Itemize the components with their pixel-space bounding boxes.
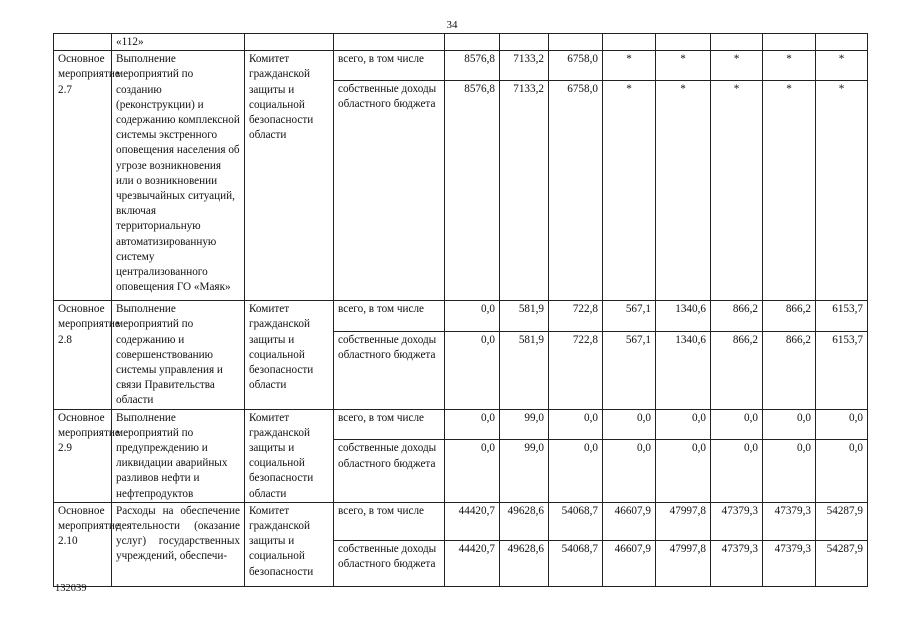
funding-value: 8576,8 [445,81,500,301]
funding-value: 54287,9 [816,540,868,586]
funding-value: 567,1 [603,301,656,332]
funding-value: 49628,6 [500,540,549,586]
funding-value: 47379,3 [763,540,816,586]
funding-value: 44420,7 [445,502,500,540]
table-row [54,502,868,540]
funding-value: 49628,6 [500,502,549,540]
funding-value: * [711,51,763,81]
funding-value: 54287,9 [816,502,868,540]
funding-value: 47379,3 [711,540,763,586]
activity-description: Выполнение мероприятий по содержанию и совершенствованию системы управления и связи Правительства области [112,301,245,409]
activity-executor: Комитет гражданской защиты и социальной безопасности [245,502,334,586]
funding-source: собственные доходы областного бюджета [334,332,445,409]
funding-value: 866,2 [763,332,816,409]
page-number: 34 [446,19,458,31]
funding-source: всего, в том числе [334,409,445,440]
funding-value: 0,0 [763,440,816,503]
footer-code: 132039 [55,583,87,594]
funding-source: всего, в том числе [334,301,445,332]
funding-value: 0,0 [549,409,603,440]
funding-value: 6758,0 [549,51,603,81]
funding-value: * [763,51,816,81]
funding-value: 99,0 [500,409,549,440]
activity-description: Выполнение мероприятий по созданию (реконструкции) и содержанию комплексной системы экстренного оповещения населения об угрозе возникновения или о возникновении чрезвычайных ситуаций, включая территориальную автоматизированную систему централизованного оповещения ГО «Маяк» [112,51,245,301]
funding-value: 47379,3 [763,502,816,540]
funding-value: 0,0 [816,409,868,440]
funding-value: * [763,81,816,301]
funding-value: 722,8 [549,301,603,332]
funding-value: 0,0 [656,440,711,503]
funding-value: 7133,2 [500,51,549,81]
activity-executor: Комитет гражданской защиты и социальной безопасности области [245,301,334,409]
continuation-row [54,34,868,51]
funding-value: * [816,51,868,81]
funding-value: * [711,81,763,301]
funding-value: 0,0 [711,440,763,503]
funding-value: 0,0 [445,301,500,332]
activity-name: Основное мероприятие 2.10 [54,502,112,586]
funding-value: 1340,6 [656,301,711,332]
funding-value: 722,8 [549,332,603,409]
funding-value: 46607,9 [603,540,656,586]
activity-name: Основное мероприятие 2.8 [54,301,112,409]
funding-value: 0,0 [445,440,500,503]
funding-value: 6758,0 [549,81,603,301]
funding-value: 0,0 [603,440,656,503]
funding-value: 0,0 [549,440,603,503]
funding-value: 47379,3 [711,502,763,540]
funding-value: 99,0 [500,440,549,503]
funding-value: * [816,81,868,301]
funding-value: 54068,7 [549,540,603,586]
funding-source: всего, в том числе [334,51,445,81]
funding-value: 581,9 [500,301,549,332]
table-row [54,51,868,81]
funding-source: всего, в том числе [334,502,445,540]
table-row [54,301,868,332]
funding-value: 0,0 [656,409,711,440]
funding-source: собственные доходы областного бюджета [334,540,445,586]
table-row [54,409,868,440]
funding-value: 0,0 [711,409,763,440]
activity-executor: Комитет гражданской защиты и социальной безопасности области [245,409,334,502]
funding-value: * [656,51,711,81]
funding-value: 6153,7 [816,301,868,332]
funding-value: * [603,51,656,81]
funding-source: собственные доходы областного бюджета [334,81,445,301]
financing-table [53,33,868,587]
continuation-text: «112» [112,34,245,51]
funding-value: 8576,8 [445,51,500,81]
funding-value: 0,0 [816,440,868,503]
activity-description: Выполнение мероприятий по предупреждению и ликвидации аварийных разливов нефти и нефтепродуктов [112,409,245,502]
activity-name: Основное мероприятие 2.9 [54,409,112,502]
funding-value: 7133,2 [500,81,549,301]
funding-value: 0,0 [763,409,816,440]
funding-value: * [603,81,656,301]
activity-name: Основное мероприятие 2.7 [54,51,112,301]
funding-value: 1340,6 [656,332,711,409]
funding-value: 0,0 [445,409,500,440]
funding-value: 866,2 [711,301,763,332]
funding-value: 866,2 [711,332,763,409]
funding-value: 47997,8 [656,502,711,540]
funding-value: 0,0 [603,409,656,440]
funding-value: * [656,81,711,301]
funding-value: 47997,8 [656,540,711,586]
funding-source: собственные доходы областного бюджета [334,440,445,503]
funding-value: 581,9 [500,332,549,409]
funding-value: 0,0 [445,332,500,409]
funding-value: 567,1 [603,332,656,409]
activity-description: Расходы на обеспечение деятельности (оказание услуг) государственных учреждений, обеспечи- [112,502,245,586]
activity-executor: Комитет гражданской защиты и социальной безопасности области [245,51,334,301]
funding-value: 54068,7 [549,502,603,540]
funding-value: 866,2 [763,301,816,332]
funding-value: 46607,9 [603,502,656,540]
funding-value: 6153,7 [816,332,868,409]
funding-value: 44420,7 [445,540,500,586]
